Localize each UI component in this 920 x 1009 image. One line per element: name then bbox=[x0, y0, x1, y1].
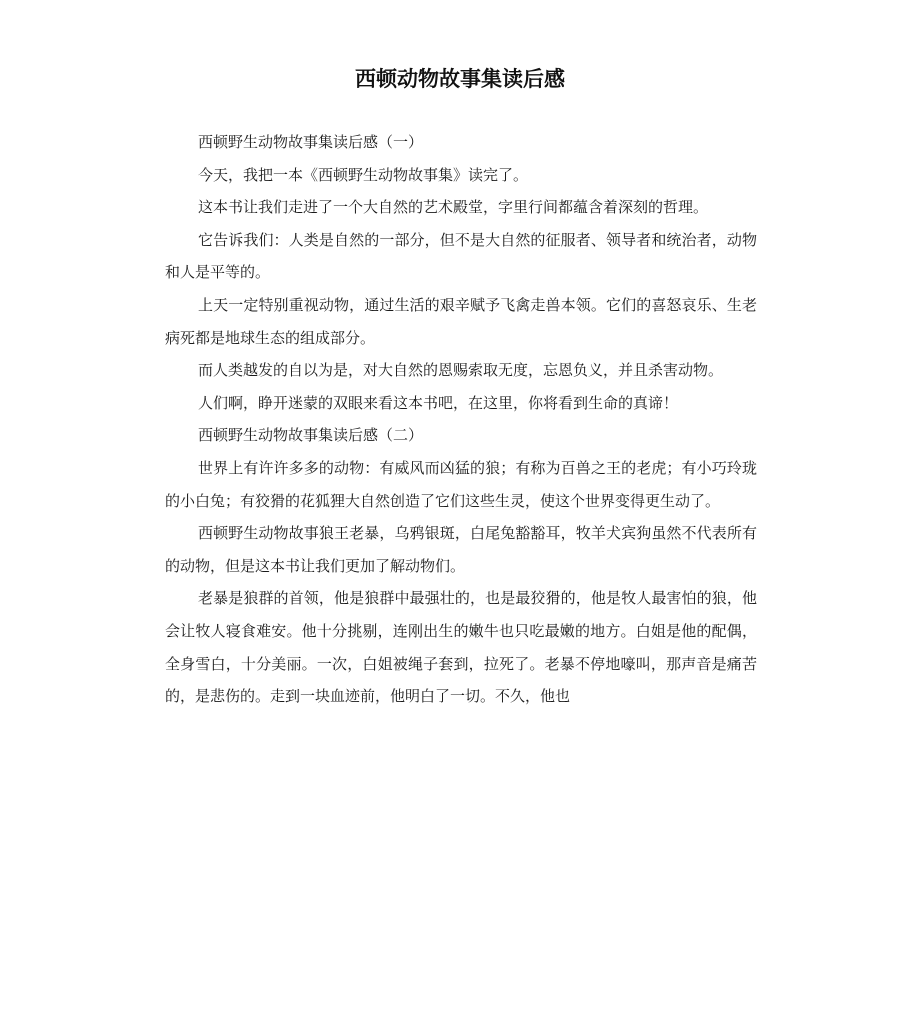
body-paragraph: 人们啊，睁开迷蒙的双眼来看这本书吧，在这里，你将看到生命的真谛！ bbox=[198, 393, 679, 412]
body-paragraph: 上天一定特别重视动物，通过生活的艰辛赋予飞禽走兽本领。它们的喜怒哀乐、生老病死都是地球生态的组成部分。 bbox=[165, 295, 757, 347]
body-paragraph: 西顿野生动物故事狼王老暴，乌鸦银斑，白尾兔豁豁耳，牧羊犬宾狗虽然不代表所有的动物，但是这本书让我们更加了解动物们。 bbox=[165, 524, 757, 575]
document-title: 西顿动物故事集读后感 bbox=[355, 67, 565, 91]
heading-part-two: 西顿野生动物故事集读后感（二） bbox=[198, 426, 424, 445]
body-paragraph: 世界上有许许多多的动物：有威风而凶猛的狼；有称为百兽之王的老虎；有小巧玲珑的小白兔；有狡猾的花狐狸大自然创造了它们这些生灵，使这个世界变得更生动了。 bbox=[165, 458, 757, 510]
body-paragraph: 它告诉我们：人类是自然的一部分，但不是大自然的征服者、领导者和统治者，动物和人是平等的。 bbox=[165, 230, 757, 282]
body-paragraph: 今天，我把一本《西顿野生动物故事集》读完了。 bbox=[198, 165, 529, 184]
body-paragraph: 而人类越发的自以为是，对大自然的恩赐索取无度，忘恩负义，并且杀害动物。 bbox=[198, 361, 724, 380]
body-paragraph: 这本书让我们走进了一个大自然的艺术殿堂，字里行间都蕴含着深刻的哲理。 bbox=[198, 198, 709, 217]
document-body bbox=[165, 126, 757, 713]
body-paragraph: 老暴是狼群的首领，他是狼群中最强壮的，也是最狡猾的，他是牧人最害怕的狼，他会让牧人寝食难安。他十分挑剔，连刚出生的嫩牛也只吃最嫩的地方。白姐是他的配偶，全身雪白，十分美丽。一次，白姐被绳子套到，拉死了。老暴不停地嚎叫，那声音是痛苦的，是悲伤的。走到一块血迹前，他明白了一切。不久，他也 bbox=[165, 589, 757, 706]
heading-part-one: 西顿野生动物故事集读后感（一） bbox=[198, 133, 424, 151]
